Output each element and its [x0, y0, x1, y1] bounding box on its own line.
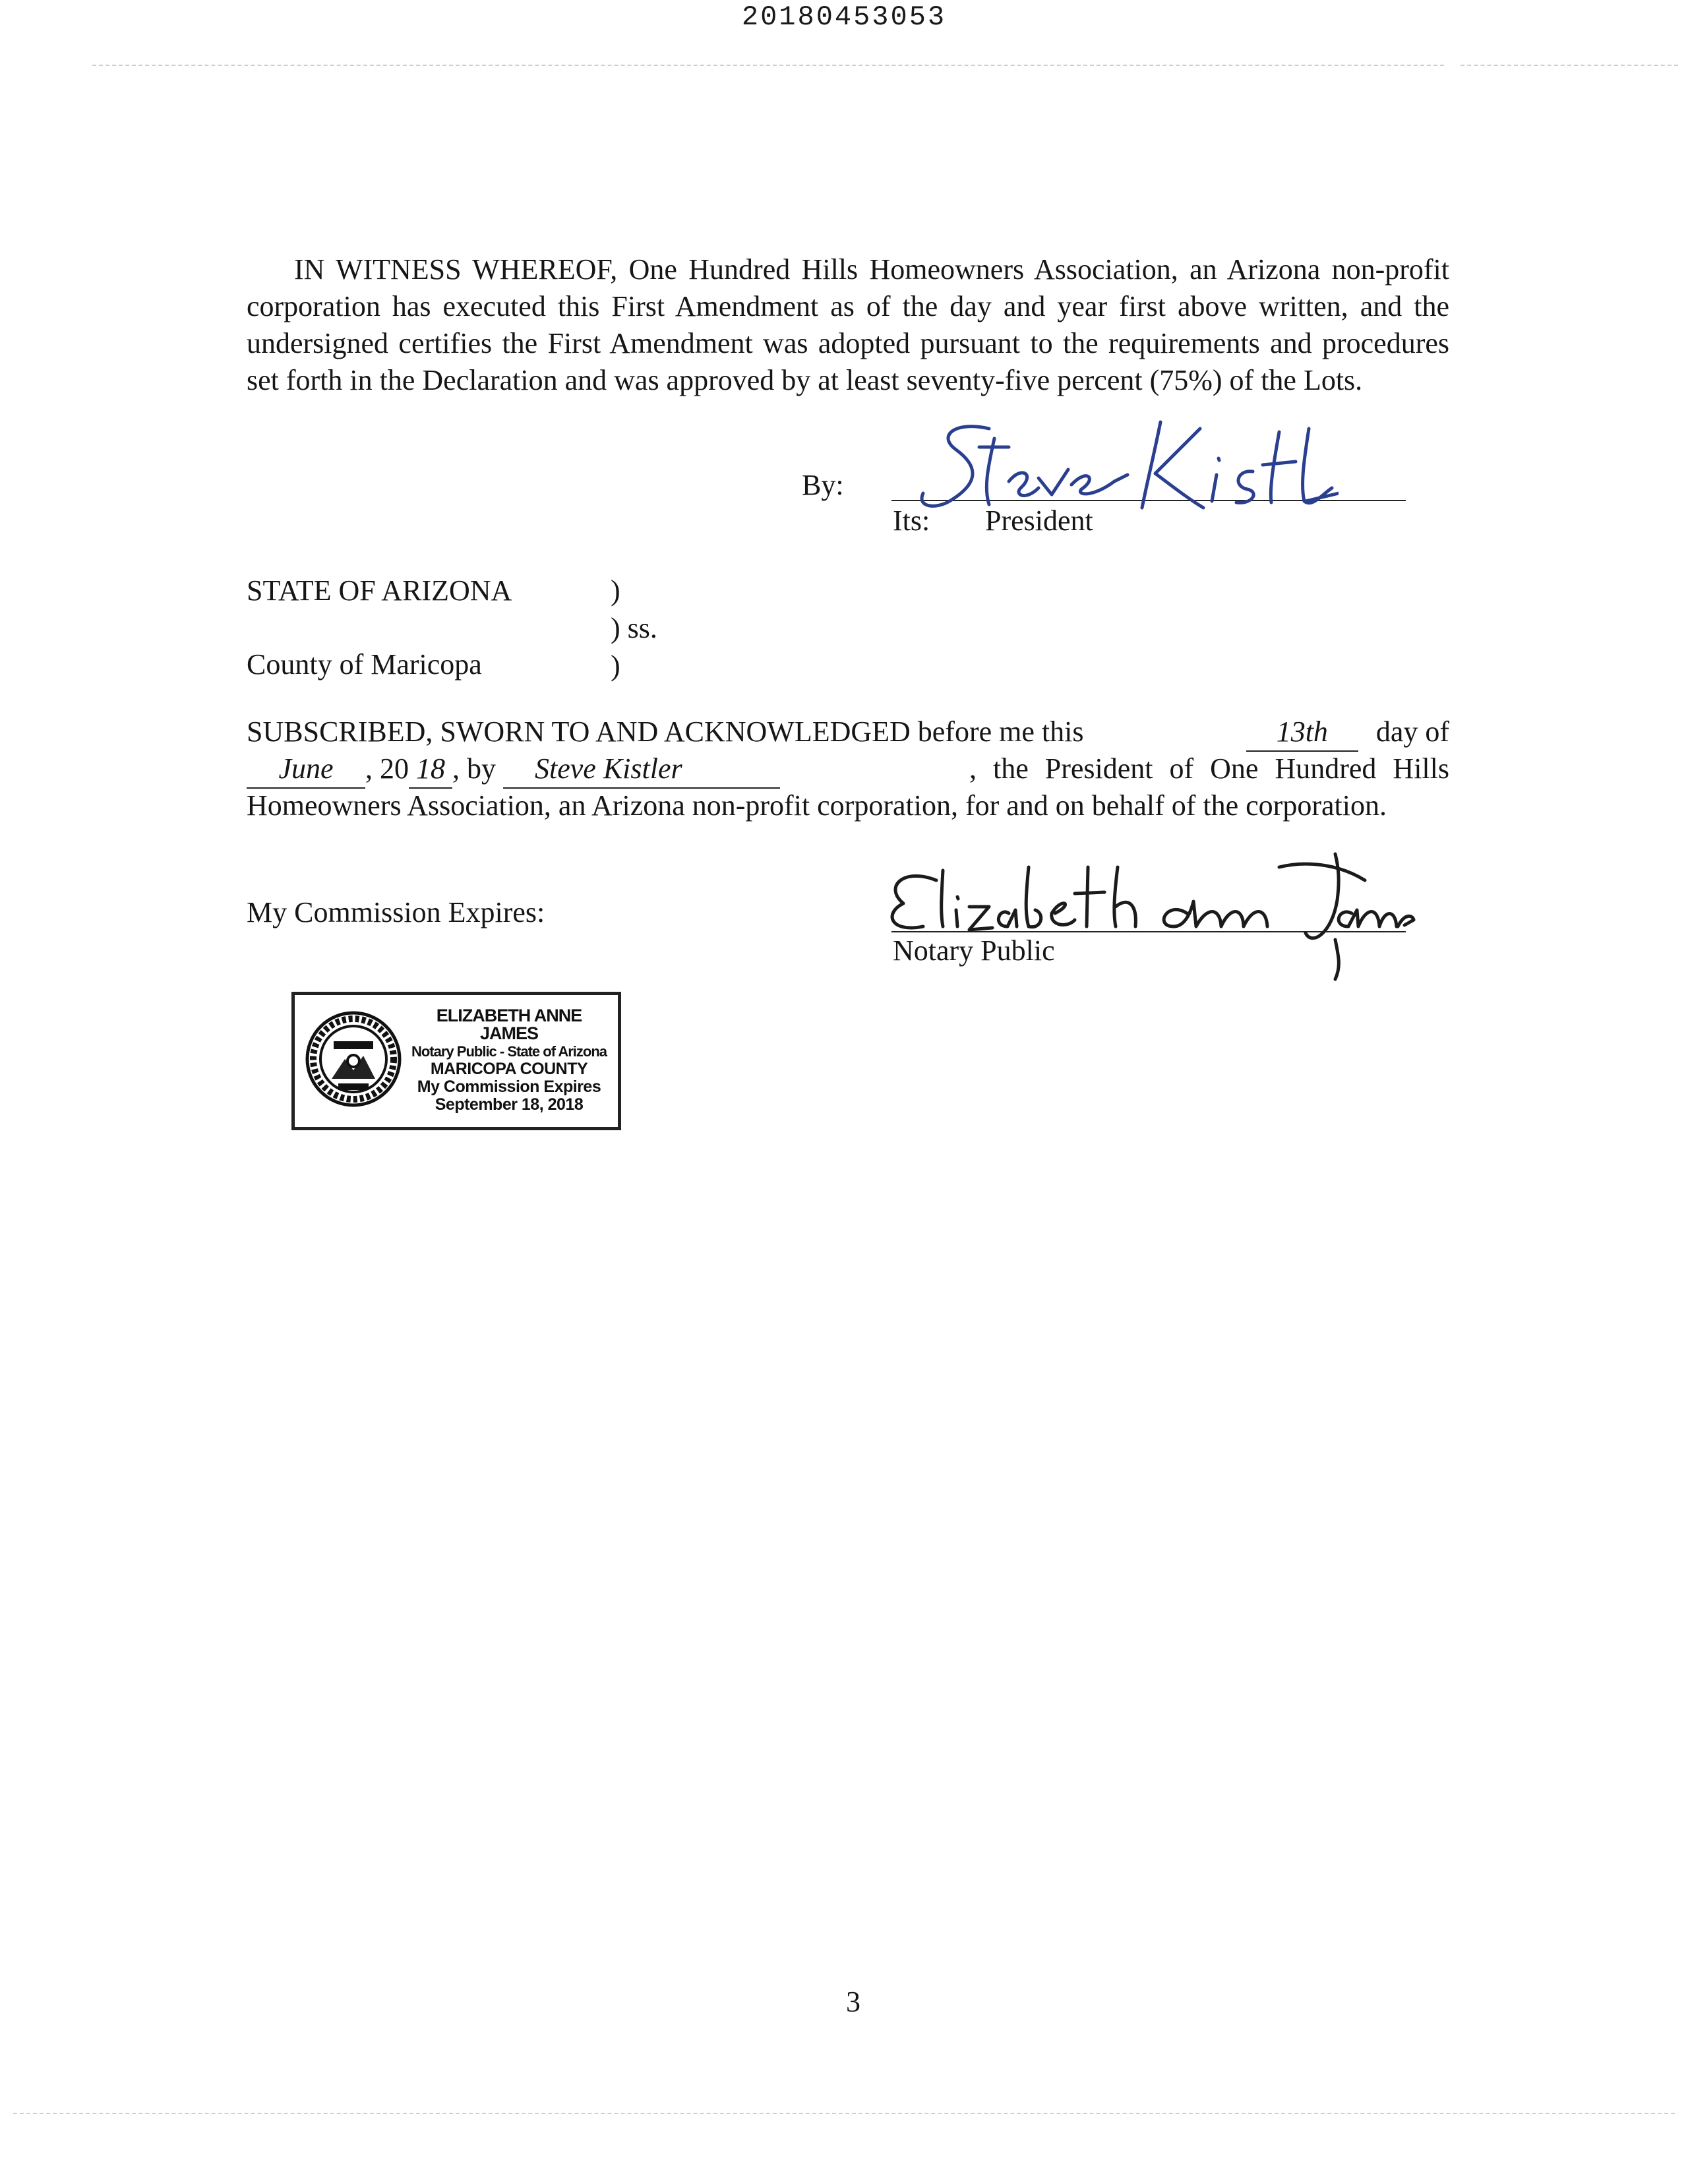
ack-year: 18 [409, 750, 452, 789]
ack-line-1 [247, 713, 1449, 752]
ack-day: 13th [1246, 713, 1358, 752]
ack-rest [247, 787, 1449, 824]
venue-paren-bottom: ) [611, 650, 620, 682]
commission-label: My Commission Expires: [247, 896, 545, 928]
scan-border-top [92, 65, 1444, 66]
seal-county: MARICOPA COUNTY [430, 1060, 588, 1078]
venue-county: County of Maricopa [247, 648, 482, 681]
notary-role: Notary Public [893, 934, 1055, 967]
recording-number: 20180453053 [741, 1, 947, 33]
ack-date-group [247, 750, 780, 789]
ack-by: , by [452, 752, 496, 785]
venue-state: STATE OF ARIZONA [247, 574, 512, 607]
venue-ss: ) ss. [611, 612, 657, 644]
scan-border-bottom [13, 2113, 1675, 2114]
witness-text: IN WITNESS WHEREOF, One Hundred Hills Homeowners Association, an Arizona non-profit corporation has executed this First Amendment as of the day and year first above written, and the undersigned certifies the First Amendment was adopted pursuant to the requirements and procedures set forth in the Declaration and was approved by at least seventy-five percent (75%) of the Lots. [247, 253, 1449, 396]
page-number: 3 [846, 1986, 860, 2018]
scan-border-top-right [1461, 65, 1678, 66]
notary-seal [291, 992, 621, 1130]
ack-after-name: , the President of One Hundred Hills [969, 752, 1449, 785]
its-title: President [985, 504, 1093, 537]
its-label: Its: [893, 504, 930, 537]
notary-signature [877, 841, 1418, 983]
state-seal-emblem [304, 1010, 403, 1108]
seal-line4: My Commission Expires [417, 1077, 601, 1096]
seal-name: ELIZABETH ANNE JAMES [436, 1006, 582, 1043]
witness-paragraph [247, 251, 1449, 399]
ack-line-2 [247, 750, 1449, 789]
ack-day-of: day of [1375, 715, 1449, 748]
ack-rest-text: Homeowners Association, an Arizona non-profit corporation, for and on behalf of the corporation. [247, 789, 1387, 822]
venue-paren-top: ) [611, 574, 620, 607]
seal-text [407, 1007, 611, 1114]
ack-name: Steve Kistler [503, 750, 780, 789]
ack-year-prefix: , 20 [365, 752, 409, 785]
seal-line2: Notary Public - State of Arizona [411, 1043, 607, 1060]
ack-lead: SUBSCRIBED, SWORN TO AND ACKNOWLEDGED before me this [247, 715, 1084, 748]
president-signature [910, 409, 1339, 521]
ack-month: June [247, 750, 365, 789]
ack-day-group [1246, 713, 1449, 752]
by-label: By: [802, 469, 844, 501]
seal-expires: September 18, 2018 [435, 1095, 584, 1114]
